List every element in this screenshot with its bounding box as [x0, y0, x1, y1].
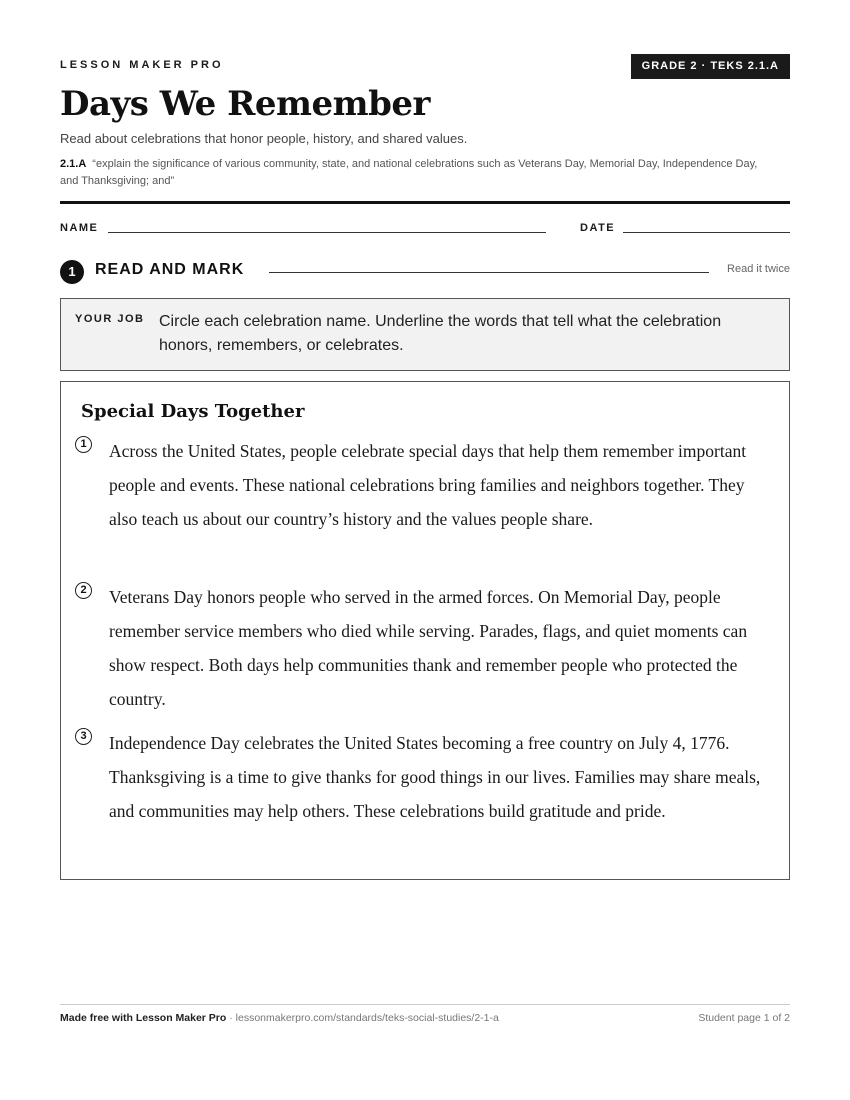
instructions-text: Circle each celebration name. Underline the words that tell what the celebration honors, remembers, or celebrates. [159, 313, 722, 354]
paragraph-text: Independence Day celebrates the United States becoming a free country on July 4, 1776. Thanksgiving is a time to give thanks for good things in our lives. Families may share meals, and communities may help others. These celebrations build gratitude and pride. [109, 733, 761, 821]
standard-code: 2.1.A [60, 158, 87, 170]
date-label: DATE [580, 222, 616, 234]
header-divider [60, 201, 790, 204]
page-indicator: Student page 1 of 2 [698, 1012, 790, 1024]
section-number-badge: 1 [60, 260, 84, 284]
date-field[interactable] [623, 232, 790, 233]
footer-separator: · [226, 1012, 236, 1024]
reading-passage [60, 381, 790, 880]
page-subtitle: Read about celebrations that honor people, history, and shared values. [60, 131, 468, 146]
paragraph-text: Across the United States, people celebrate special days that help them remember important people and events. These national celebrations bring families and neighbors together. They also teach us about our country’s history and the values people share. [109, 441, 747, 529]
section-title: READ AND MARK [95, 261, 245, 278]
standard-statement [60, 156, 760, 190]
paragraph-number: 1 [75, 436, 92, 453]
footer-credit [60, 1012, 499, 1024]
paragraph-number: 2 [75, 582, 92, 599]
footer-made-with: Made free with Lesson Maker Pro [60, 1012, 227, 1024]
footer-url[interactable]: lessonmakerpro.com/standards/teks-social-studies/2-1-a [235, 1012, 499, 1024]
passage-title: Special Days Together [81, 401, 305, 422]
grade-badge: GRADE 2 · TEKS 2.1.A [631, 54, 790, 79]
section-divider [269, 272, 709, 273]
instructions-box [60, 298, 790, 371]
brand-name: LESSON MAKER PRO [60, 59, 224, 71]
paragraph-text: Veterans Day honors people who served in the armed forces. On Memorial Day, people remember service members who died while serving. Parades, flags, and quiet moments can show respect. Both days help communities thank and remember people who protected the country. [109, 587, 748, 709]
worksheet-page [60, 0, 790, 1100]
footer-divider [60, 1004, 790, 1005]
paragraph-number: 3 [75, 728, 92, 745]
instructions-label: YOUR JOB [75, 313, 145, 325]
standard-text: “explain the significance of various community, state, and national celebrations such as Veterans Day, Memorial Day, Independence Day, and Thanksgiving; and” [60, 158, 758, 187]
page-title: Days We Remember [60, 84, 430, 124]
name-field[interactable] [108, 232, 546, 233]
name-label: NAME [60, 222, 99, 234]
section-note: Read it twice [727, 263, 790, 275]
